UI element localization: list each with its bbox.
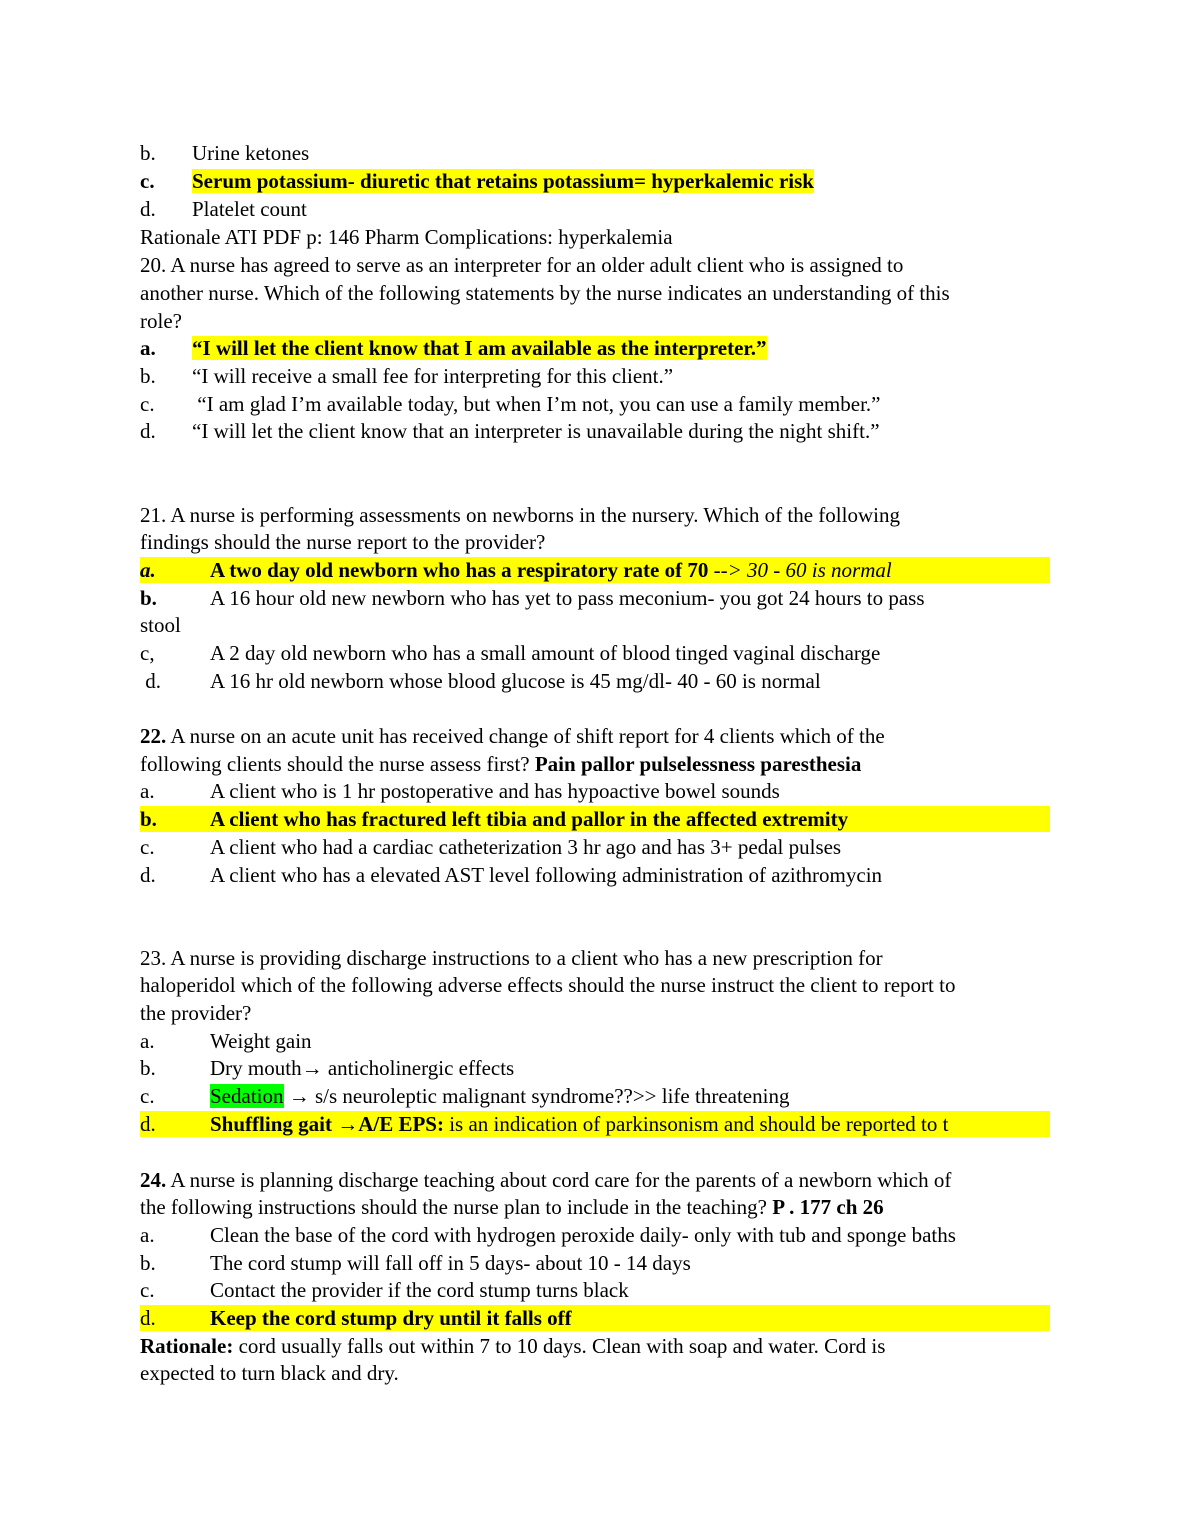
- q20-stem-line-2: another nurse. Which of the following statements by the nurse indicates an understanding of this: [140, 281, 950, 305]
- q23-stem-line-1: 23. A nurse is providing discharge instructions to a client who has a new prescription for: [140, 946, 883, 970]
- q20-option-c: c. “I am glad I’m available today, but when I’m not, you can use a family member.”: [140, 392, 881, 416]
- q20-option-a-answer: a. “I will let the client know that I am available as the interpreter.”: [140, 336, 767, 360]
- q24-rationale-line-1: Rationale: cord usually falls out within 7 to 10 days. Clean with soap and water. Cord is: [140, 1334, 886, 1358]
- q19-option-d: d. Platelet count: [140, 197, 307, 221]
- q24-stem-line-1: 24. A nurse is planning discharge teaching about cord care for the parents of a newborn which of: [140, 1168, 952, 1192]
- q19-rationale: Rationale ATI PDF p: 146 Pharm Complications: hyperkalemia: [140, 225, 673, 249]
- q21-option-d: d. A 16 hr old newborn whose blood glucose is 45 mg/dl- 40 - 60 is normal: [140, 669, 821, 693]
- q24-option-b: b. The cord stump will fall off in 5 days- about 10 - 14 days: [140, 1251, 691, 1275]
- q24-rationale-line-2: expected to turn black and dry.: [140, 1361, 399, 1385]
- q22-option-d: d. A client who has a elevated AST level following administration of azithromycin: [140, 863, 883, 887]
- q22-stem-line-2: following clients should the nurse assess first? Pain pallor pulselessness paresthesia: [140, 752, 862, 776]
- q24-option-a: a. Clean the base of the cord with hydrogen peroxide daily- only with tub and sponge baths: [140, 1223, 956, 1247]
- q23-stem-line-2: haloperidol which of the following adverse effects should the nurse instruct the client to report to: [140, 973, 956, 997]
- q20-option-b: b. “I will receive a small fee for interpreting for this client.”: [140, 364, 674, 388]
- q20-stem-line-3: role?: [140, 309, 182, 333]
- q23-option-d-answer: d. Shuffling gait →A/E EPS: is an indication of parkinsonism and should be reported to t: [140, 1111, 1050, 1137]
- q23-option-c: c. Sedation → s/s neuroleptic malignant syndrome??>> life threatening: [140, 1084, 790, 1108]
- q24-option-c: c. Contact the provider if the cord stump turns black: [140, 1278, 629, 1302]
- q20-option-d: d. “I will let the client know that an interpreter is unavailable during the night shift.”: [140, 419, 880, 443]
- q22-option-c: c. A client who had a cardiac catheterization 3 hr ago and has 3+ pedal pulses: [140, 835, 842, 859]
- q21-option-a-answer: a. A two day old newborn who has a respiratory rate of 70 --> 30 - 60 is normal: [140, 557, 1050, 583]
- q21-option-b: b. A 16 hour old new newborn who has yet to pass meconium- you got 24 hours to pass: [140, 586, 925, 610]
- q19-option-c-answer: c. Serum potassium- diuretic that retains potassium= hyperkalemic risk: [140, 169, 814, 193]
- q20-stem-line-1: 20. A nurse has agreed to serve as an interpreter for an older adult client who is assigned to: [140, 253, 904, 277]
- q23-stem-line-3: the provider?: [140, 1001, 252, 1025]
- q23-option-a: a. Weight gain: [140, 1029, 312, 1053]
- q19-option-b: b. Urine ketones: [140, 141, 310, 165]
- q23-option-b: b. Dry mouth→ anticholinergic effects: [140, 1056, 515, 1080]
- q22-option-b-answer: b. A client who has fractured left tibia and pallor in the affected extremity: [140, 806, 1050, 832]
- q22-option-a: a. A client who is 1 hr postoperative and has hypoactive bowel sounds: [140, 779, 780, 803]
- q22-stem-line-1: 22. A nurse on an acute unit has received change of shift report for 4 clients which of the: [140, 724, 885, 748]
- q21-stem-line-2: findings should the nurse report to the provider?: [140, 530, 546, 554]
- q24-stem-line-2: the following instructions should the nurse plan to include in the teaching? P . 177 ch 26: [140, 1195, 884, 1219]
- q21-option-c: c, A 2 day old newborn who has a small amount of blood tinged vaginal discharge: [140, 641, 881, 665]
- q21-option-b-continued: stool: [140, 613, 181, 637]
- q24-option-d-answer: d. Keep the cord stump dry until it falls off: [140, 1305, 1050, 1331]
- q21-stem-line-1: 21. A nurse is performing assessments on newborns in the nursery. Which of the following: [140, 503, 900, 527]
